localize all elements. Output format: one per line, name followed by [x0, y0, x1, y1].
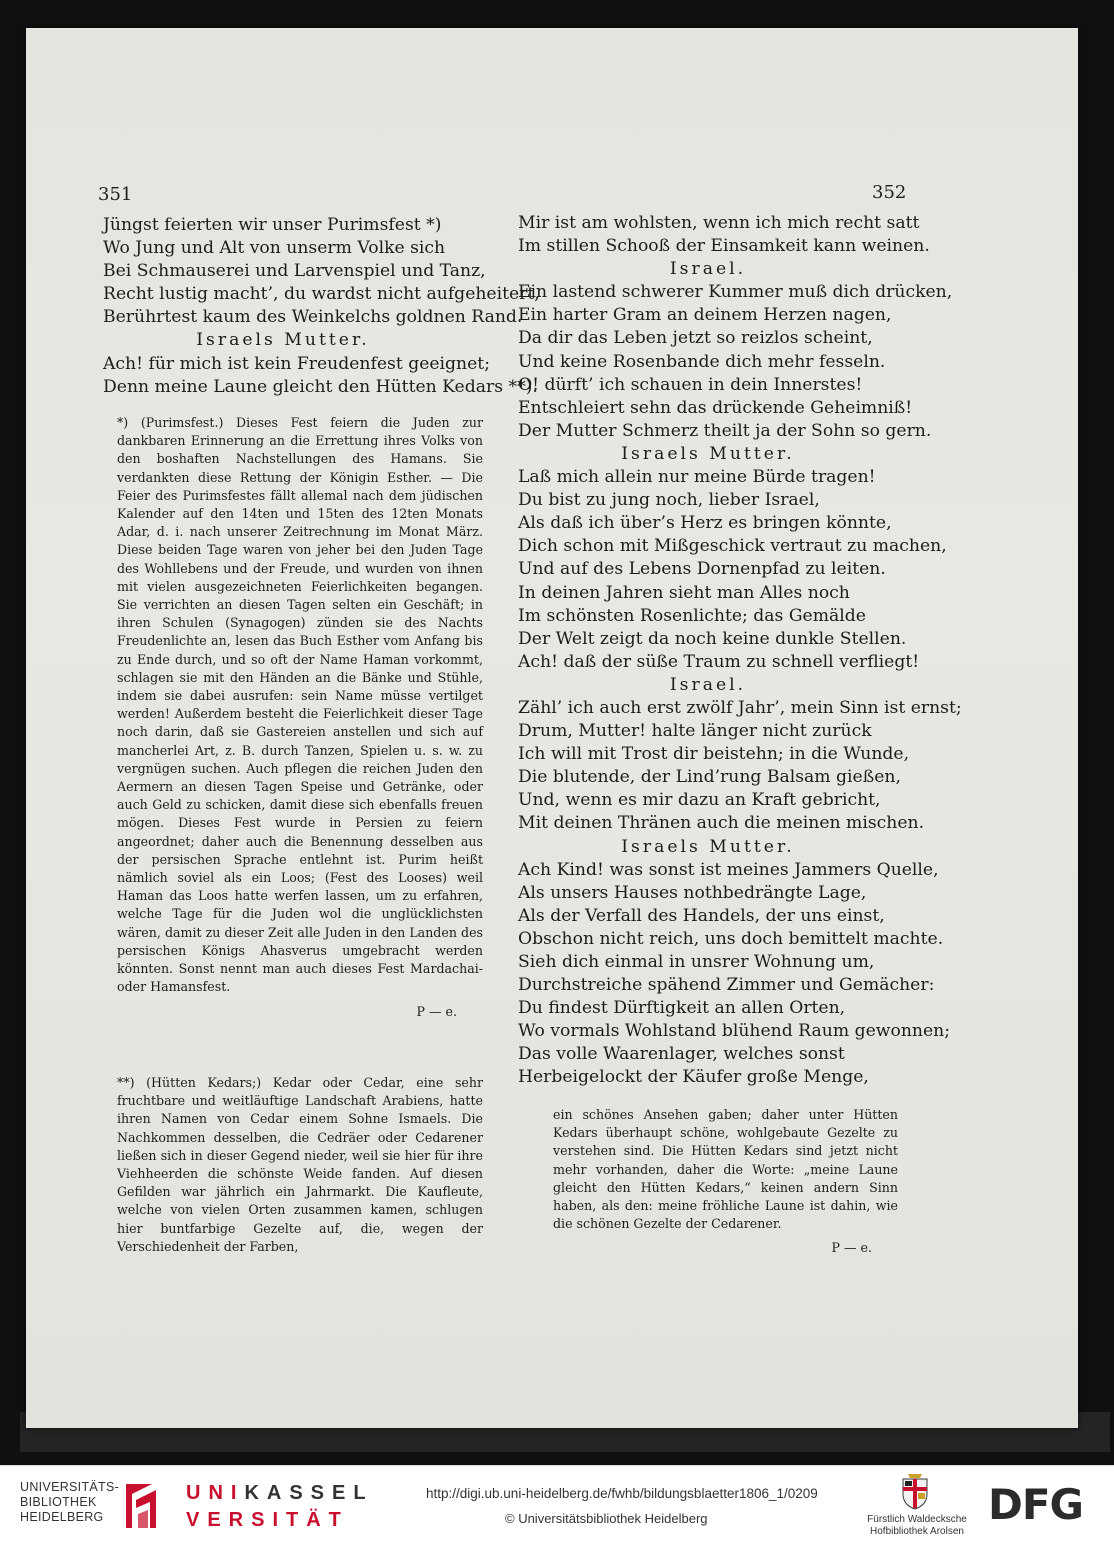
verse-line: Im stillen Schooß der Einsamkeit kann weinen.	[518, 236, 930, 257]
verse-line: Der Mutter Schmerz theilt ja der Sohn so gern.	[518, 420, 932, 441]
permalink-url[interactable]: http://digi.ub.uni-heidelberg.de/fwhb/bildungsblaetter1806_1/0209	[426, 1486, 818, 1501]
crest-caption-line: Fürstlich Waldecksche	[867, 1514, 967, 1525]
crest-caption-line: Hofbibliothek Arolsen	[870, 1526, 964, 1537]
verse-line: Und keine Rosenbande dich mehr fesseln.	[518, 351, 886, 372]
verse-line: Ach Kind! was sonst ist meines Jammers Quelle,	[518, 859, 939, 880]
verse-line: Mit deinen Thränen auch die meinen mischen.	[518, 813, 925, 834]
uni-kassel-logo	[186, 1480, 374, 1534]
verse-line: Ich will mit Trost dir beistehn; in die Wunde,	[518, 744, 910, 765]
verse-line: Als daß ich über’s Herz es bringen könnte,	[518, 513, 892, 534]
verse-line: Entschleiert sehn das drückende Geheimniß!	[518, 397, 913, 418]
left-verse-block	[103, 214, 540, 399]
verse-line: Und, wenn es mir dazu an Kraft gebricht,	[518, 790, 881, 811]
verse-line: Wo Jung und Alt von unserm Volke sich	[103, 238, 446, 259]
verse-line: Der Welt zeigt da noch keine dunkle Stellen.	[518, 628, 907, 649]
verse-line: Bei Schmauserei und Larvenspiel und Tanz,	[103, 261, 486, 282]
verse-line: Herbeigelockt der Käufer große Menge,	[518, 1067, 869, 1088]
speaker-heading: Israel.	[669, 674, 747, 695]
verse-line: Als der Verfall des Handels, der uns einst,	[518, 905, 885, 926]
uk-dark-part: KASSEL	[244, 1482, 374, 1504]
verse-line: Jüngst feierten wir unser Purimsfest *)	[103, 215, 442, 235]
verse-line: Obschon nicht reich, uns doch bemittelt machte.	[518, 928, 944, 949]
verse-line: Ein lastend schwerer Kummer muß dich drücken,	[518, 282, 953, 303]
left-page-number: 351	[98, 184, 133, 205]
verse-line: Zähl’ ich auch erst zwölf Jahr’, mein Sinn ist ernst;	[518, 697, 962, 718]
verse-line: Wo vormals Wohlstand blühend Raum gewonnen;	[518, 1021, 950, 1042]
dfg-logo: DFG	[988, 1480, 1084, 1529]
verse-line: Laß mich allein nur meine Bürde tragen!	[518, 467, 876, 488]
ub-line: BIBLIOTHEK	[20, 1495, 97, 1509]
ub-heidelberg-logo-icon	[122, 1480, 164, 1532]
copyright-notice: © Universitätsbibliothek Heidelberg	[505, 1511, 708, 1526]
speaker-heading: Israels Mutter.	[621, 443, 795, 464]
verse-line: Mir ist am wohlsten, wenn ich mich recht satt	[518, 213, 920, 233]
verse-line: Denn meine Laune gleicht den Hütten Kedars **).	[103, 376, 538, 397]
verse-line: Berührtest kaum des Weinkelchs goldnen Rand.	[103, 307, 523, 328]
ub-heidelberg-label	[20, 1480, 119, 1525]
footnote-text: ein schönes Ansehen gaben; daher unter Hütten Kedars überhaupt schöne, wohlgebaute Gezelte zu verstehen sind. Die Hütten Kedars sind jetzt nicht mehr vorhanden, daher die Worte: „meine Laune gleicht den Hütten Kedars,“ keinen andern Sinn haben, als den: meine fröhliche Laune ist dahin, wie die schönen Gezelte der Cedarener.	[553, 1107, 898, 1232]
speaker-heading: Israels Mutter.	[196, 330, 370, 351]
waldeck-crest-icon	[900, 1472, 930, 1510]
verse-line: Da dir das Leben jetzt so reizlos scheint,	[518, 328, 873, 349]
verse-line: Durchstreiche spähend Zimmer und Gemächer:	[518, 975, 935, 996]
viewer-footer	[0, 1465, 1114, 1548]
speaker-heading: Israels Mutter.	[621, 836, 795, 857]
right-page-number: 352	[872, 182, 907, 203]
verse-line: Die blutende, der Lind’rung Balsam gießen,	[518, 767, 901, 788]
verse-line: Als unsers Hauses nothbedrängte Lage,	[518, 882, 867, 903]
footnote-text: **) (Hütten Kedars;) Kedar oder Cedar, eine sehr fruchtbare und weitläuftige Landschaft Arabiens, hatte ihren Namen von Cedar einem Sohne Ismaels. Die Nachkommen desselben, die Cedräer oder Cedarener ließen sich in dieser Gegend nieder, weil sie hier für ihre Viehheerden die schönste Weide fanden. Auf diesen Gefilden war jährlich ein Jahrmarkt. Die Kaufleute, welche von vielen Orten zusammen kamen, schlugen hier buntfarbige Gezelte auf, die, wegen der Verschiedenheit der Farben,	[117, 1075, 483, 1254]
right-verse-block	[518, 212, 962, 1090]
verse-line: Und auf des Lebens Dornenpfad zu leiten.	[518, 559, 886, 580]
footnote-purim	[117, 414, 483, 1021]
verse-line: Ach! für mich ist kein Freudenfest geeignet;	[103, 353, 490, 374]
verse-line: Recht lustig macht’, du wardst nicht aufgeheitert,	[103, 284, 540, 305]
verse-line: Ach! daß der süße Traum zu schnell verfliegt!	[518, 651, 920, 672]
uk-red-part: UNI	[186, 1482, 245, 1504]
footnote-text: *) (Purimsfest.) Dieses Fest feiern die Juden zur dankbaren Erinnerung an die Errettung ihres Volks von den boshaften Nachstellungen des Hamans. Sie verdankten diese Rettung der Königin Esther. — Die Feier des Purimsfestes fällt allemal nach dem jüdischen Kalender auf den 14ten und 15ten des 12ten Monats Adar, d. i. nach unserer Zeitrechnung im Monat März. Diese beiden Tage waren von jeher bei den Juden Tage des Wohllebens und der Freude, und wurden von ihnen mit vielen ausgezeichneten Feierlichkeiten begangen. Sie verrichten an diesen Tagen selten ein Geschäft; in ihren Schulen (Synagogen) zünden sie des Nachts Freudenlichte an, lesen das Buch Esther vom Anfang bis zu Ende durch, und so oft der Name Haman vorkommt, schlagen sie mit den Händen an die Bänke und Stühle, indem sie dabei ausrufen: sein Name müsse vertilget werden! Außerdem besteht die Feierlichkeit dieser Tage noch darin, daß sie Gastereien anstellen und sich auf mancherlei Art, z. B. durch Tanzen, Spielen u. s. w. zu vergnügen suchen. Auch pflegen die reichen Juden den Aermern an diesen Tagen Speise und Getränke, oder auch Geld zu schicken, damit diese sich ebenfalls freuen mögen. Dieses Fest wurde in Persien zu feiern angeordnet; daher auch die Benennung desselben aus der persischen Sprache entlehnt ist. Purim heißt nämlich soviel als ein Loos; (Fest des Looses) weil Haman das Loos hatte werfen lassen, um zu erfahren, welche Tage für die Juden wol die unglücklichsten wären, damit zu dieser Zeit alle Juden in den Landen des persischen Königs Ahasverus umgebracht werden könnten. Sonst nennt man auch dieses Fest Mardachai- oder Hamansfest.	[117, 415, 483, 995]
verse-line: Ein harter Gram an deinem Herzen nagen,	[518, 305, 892, 326]
crest-caption	[858, 1514, 976, 1538]
verse-line: In deinen Jahren sieht man Alles noch	[518, 582, 850, 603]
uk-line2: VERSITÄT	[186, 1509, 349, 1531]
verse-line: Sieh dich einmal in unsrer Wohnung um,	[518, 952, 875, 972]
ub-line: UNIVERSITÄTS-	[20, 1480, 120, 1494]
ub-line: HEIDELBERG	[20, 1510, 104, 1524]
verse-line: Drum, Mutter! halte länger nicht zurück	[518, 721, 872, 742]
speaker-heading: Israel.	[669, 259, 747, 280]
verse-line: Das volle Waarenlager, welches sonst	[518, 1044, 845, 1065]
verse-line: Du findest Dürftigkeit an allen Orten,	[518, 998, 846, 1019]
footnote-kedar-continued	[553, 1106, 898, 1258]
verse-line: Dich schon mit Mißgeschick vertraut zu machen,	[518, 536, 947, 557]
footnote-signature: P — e.	[416, 1003, 457, 1019]
verse-line: Im schönsten Rosenlichte; das Gemälde	[518, 605, 866, 626]
verse-line: O! dürft’ ich schauen in dein Innerstes!	[518, 374, 863, 395]
footnote-signature: P — e.	[831, 1240, 872, 1256]
footnote-kedar	[117, 1074, 483, 1262]
verse-line: Du bist zu jung noch, lieber Israel,	[518, 490, 820, 511]
